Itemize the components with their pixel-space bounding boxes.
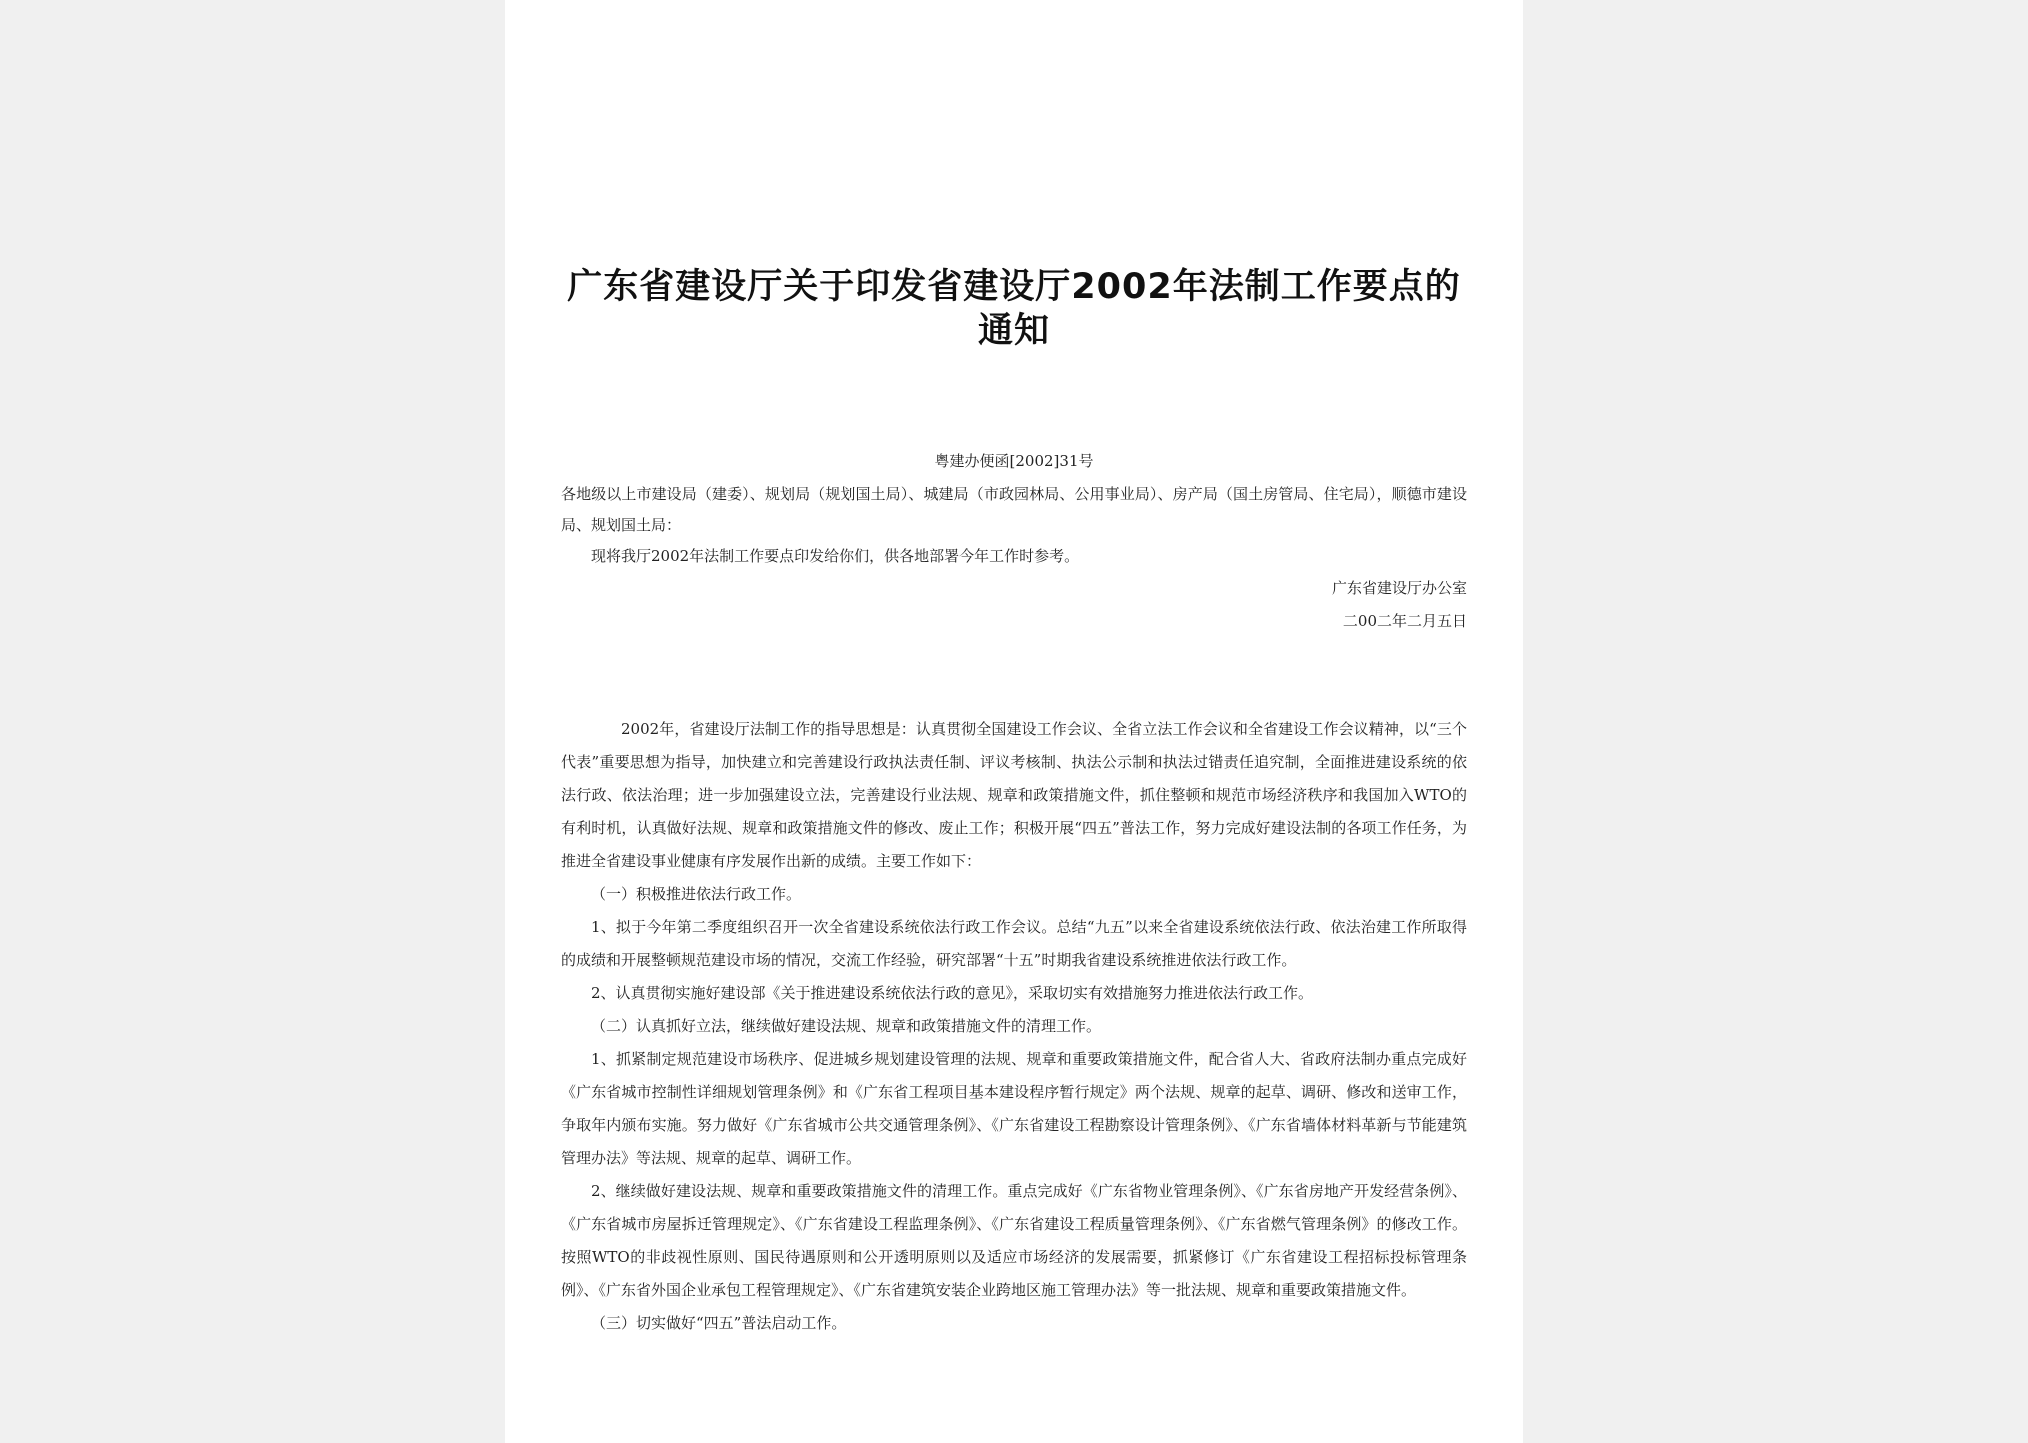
recipients: 各地级以上市建设局（建委）、规划局（规划国土局）、城建局（市政园林局、公用事业局）、房产局（国土房管局、住宅局），顺德市建设局、规划国土局：	[561, 485, 1467, 534]
title-line-2: 通知	[977, 311, 1050, 351]
paragraph-item: 1、拟于今年第二季度组织召开一次全省建设系统依法行政工作会议。总结“九五”以来全省建设系统依法行政、依法治建工作所取得的成绩和开展整顿规范建设市场的情况，交流工作经验，研究部署“十五”时期我省建设系统推进依法行政工作。	[561, 918, 1467, 969]
document-title	[561, 265, 1467, 353]
paragraph-item: 2、继续做好建设法规、规章和重要政策措施文件的清理工作。重点完成好《广东省物业管理条例》、《广东省房地产开发经营条例》、《广东省城市房屋拆迁管理规定》、《广东省建设工程监理条例》、《广东省建设工程质量管理条例》、《广东省燃气管理条例》的修改工作。按照WTO的非歧视性原则、国民待遇原则和公开透明原则以及适应市场经济的发展需要，抓紧修订《广东省建设工程招标投标管理条例》、《广东省外国企业承包工程管理规定》、《广东省建筑安装企业跨地区施工管理办法》等一批法规、规章和重要政策措施文件。	[561, 1182, 1467, 1299]
signature-date: 二00二年二月五日	[1342, 612, 1467, 630]
notice-body: 现将我厅2002年法制工作要点印发给你们，供各地部署今年工作时参考。	[591, 547, 1080, 565]
document-page	[505, 0, 1523, 1443]
signature-org: 广东省建设厅办公室	[1331, 579, 1467, 597]
title-line-1: 广东省建设厅关于印发省建设厅2002年法制工作要点的	[567, 267, 1461, 307]
document-number: 粤建办便函[2002]31号	[934, 452, 1094, 470]
section-heading-3: （三）切实做好“四五”普法启动工作。	[591, 1314, 847, 1332]
main-content	[561, 713, 1467, 1340]
section-heading-1: （一）积极推进依法行政工作。	[591, 885, 802, 903]
paragraph-item: 1、抓紧制定规范建设市场秩序、促进城乡规划建设管理的法规、规章和重要政策措施文件，配合省人大、省政府法制办重点完成好《广东省城市控制性详细规划管理条例》和《广东省工程项目基本建设程序暂行规定》两个法规、规章的起草、调研、修改和送审工作，争取年内颁布实施。努力做好《广东省城市公共交通管理条例》、《广东省建设工程勘察设计管理条例》、《广东省墙体材料革新与节能建筑管理办法》等法规、规章的起草、调研工作。	[561, 1050, 1467, 1167]
paragraph-intro: 2002年，省建设厅法制工作的指导思想是：认真贯彻全国建设工作会议、全省立法工作会议和全省建设工作会议精神，以“三个代表”重要思想为指导，加快建立和完善建设行政执法责任制、评议考核制、执法公示制和执法过错责任追究制，全面推进建设系统的依法行政、依法治理；进一步加强建设立法，完善建设行业法规、规章和政策措施文件，抓住整顿和规范市场经济秩序和我国加入WTO的有利时机，认真做好法规、规章和政策措施文件的修改、废止工作；积极开展“四五”普法工作，努力完成好建设法制的各项工作任务，为推进全省建设事业健康有序发展作出新的成绩。主要工作如下：	[561, 720, 1467, 870]
paragraph-item: 2、认真贯彻实施好建设部《关于推进建设系统依法行政的意见》，采取切实有效措施努力推进依法行政工作。	[591, 984, 1314, 1002]
section-heading-2: （二）认真抓好立法，继续做好建设法规、规章和政策措施文件的清理工作。	[591, 1017, 1102, 1035]
